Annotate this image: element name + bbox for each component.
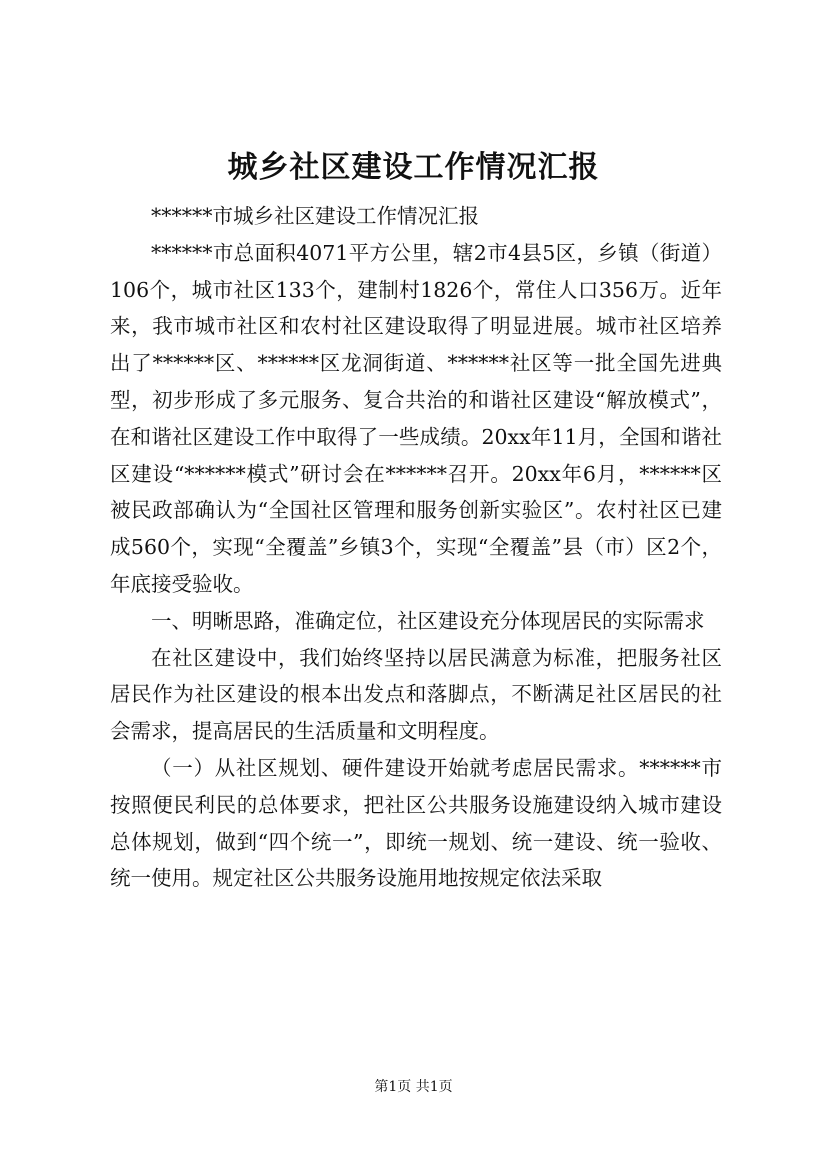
paragraph-section-1: 在社区建设中，我们始终坚持以居民满意为标准，把服务社区居民作为社区建设的根本出发点和落脚点，不断满足社区居民的社会需求，提高居民的生活质量和文明程度。 — [110, 645, 722, 744]
paragraph-subsection-1: （一）从社区规划、硬件建设开始就考虑居民需求。******市按照便民利民的总体要求，把社区公共服务设施建设纳入城市建设总体规划，做到“四个统一”，即统一规划、统一建设、统一验收、统一使用。规定社区公共服务设施用地按规定依法采取 — [110, 755, 722, 891]
paragraph-subtitle: ******市城乡社区建设工作情况汇报 — [151, 204, 479, 228]
document-title: 城乡社区建设工作情况汇报 — [227, 150, 600, 185]
section-heading-1: 一、明晰思路，准确定位，社区建设充分体现居民的实际需求 — [151, 608, 705, 633]
paragraph-overview: ******市总面积4071平方公里，辖2市4县5区，乡镇（街道）106个，城市社区133个，建制村1826个，常住人口356万。近年来，我市城市社区和农村社区建设取得了明显进展。城市社区培养出了******区、******区龙洞街道、******社区等一批全国先进典型，初步形成了多元服务、复合共治的和谐社区建设“解放模式”，在和谐社区建设工作中取得了一些成绩。20xx年11月，全国和谐社区建设“******模式”研讨会在******召开。20xx年6月，******区被民政部确认为“全国社区管理和服务创新实验区”。农村社区已建成560个，实现“全覆盖”乡镇3个，实现“全覆盖”县（市）区2个，年底接受验收。 — [110, 240, 722, 596]
page-footer: 第1页 共1页 — [374, 1079, 453, 1095]
document-body — [110, 198, 722, 897]
